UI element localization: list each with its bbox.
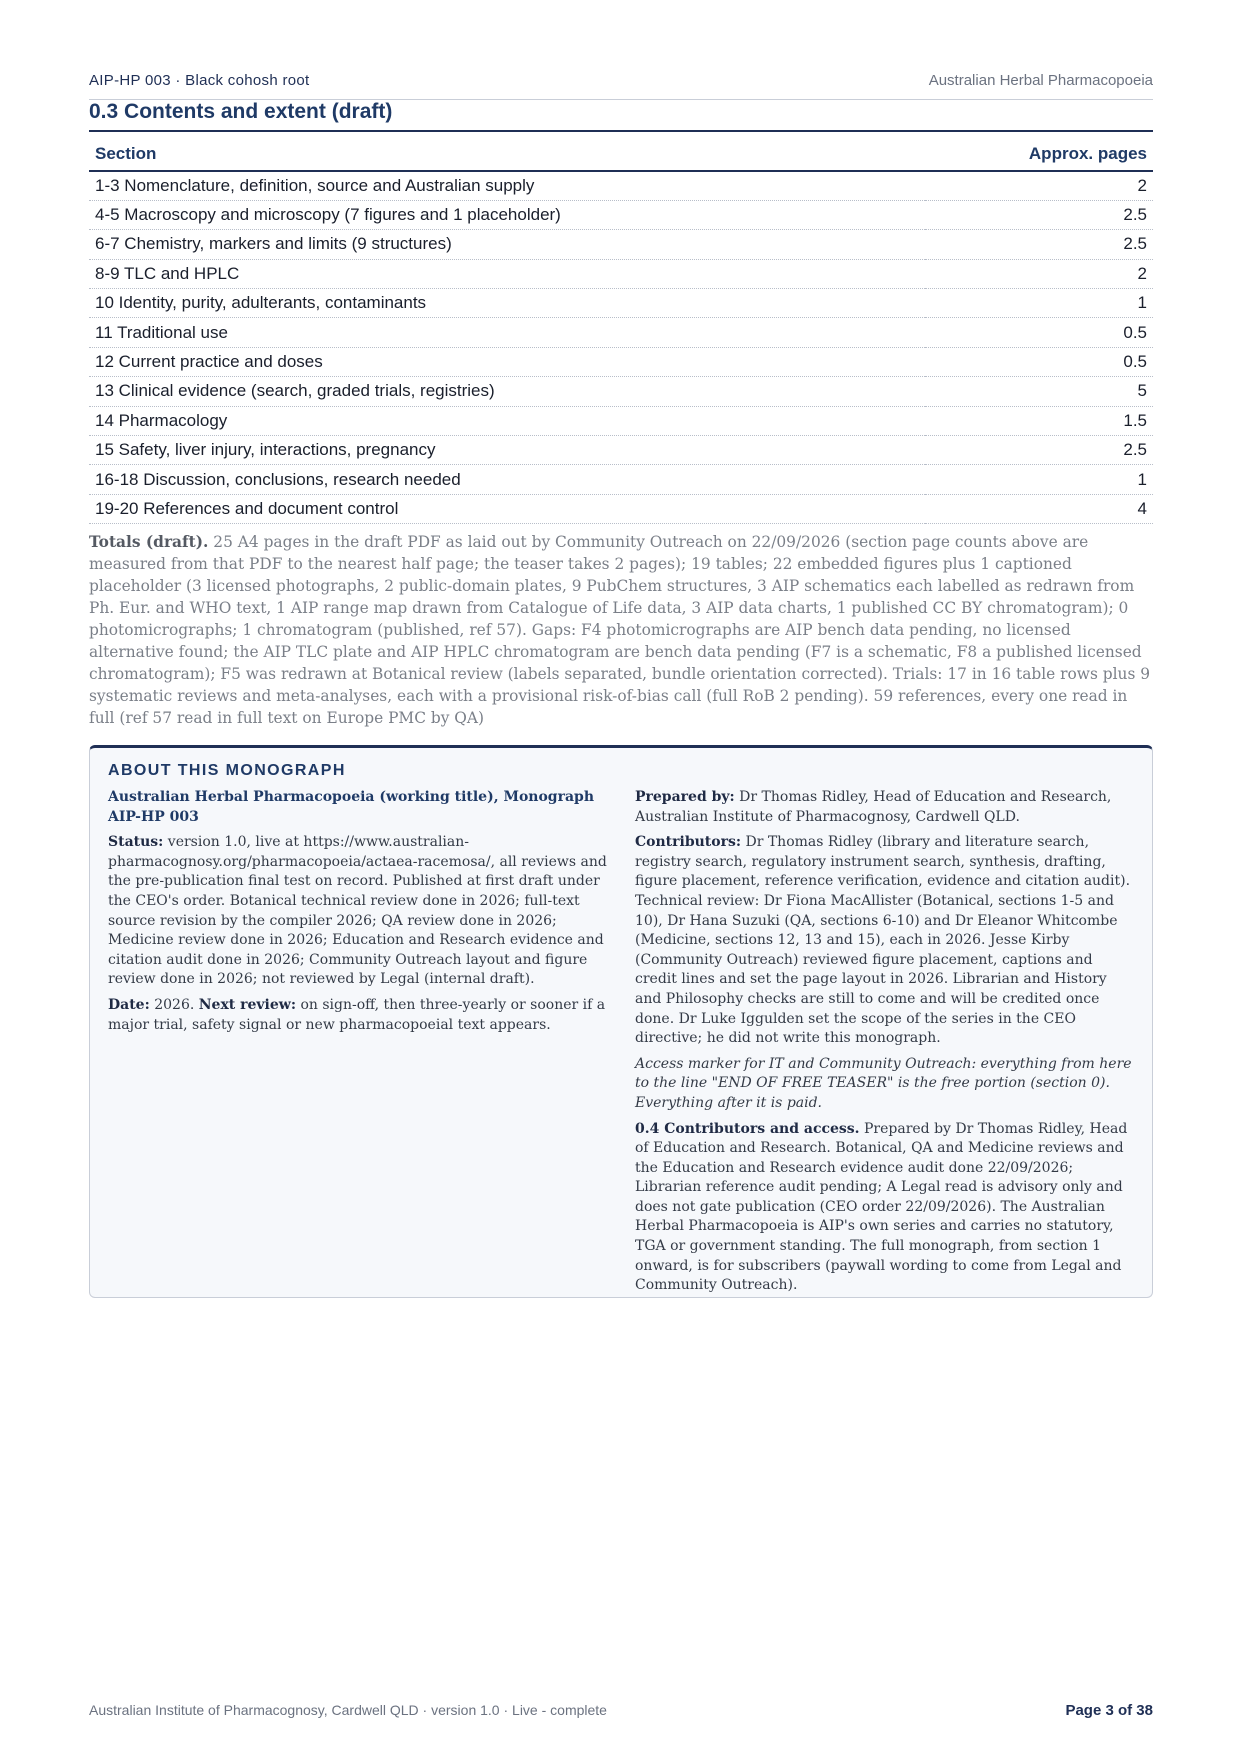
- prepared-text: Dr Thomas Ridley, Head of Education and Research, Australian Institute of Pharmacognosy, Cardwell QLD.: [635, 789, 1112, 825]
- about-left-column: [108, 788, 608, 1041]
- header-series-name: Australian Herbal Pharmacopoeia: [928, 72, 1153, 89]
- section-title: 0.3 Contents and extent (draft): [89, 100, 1153, 132]
- row-section: 13 Clinical evidence (search, graded trials, registries): [89, 377, 925, 406]
- row-section: 15 Safety, liver injury, interactions, pregnancy: [89, 436, 925, 465]
- row-section: 1-3 Nomenclature, definition, source and Australian supply: [89, 171, 925, 200]
- row-section: 11 Traditional use: [89, 318, 925, 347]
- about-monograph-box: [89, 745, 1153, 1298]
- contributors-paragraph: [635, 833, 1135, 1049]
- access-label: 0.4 Contributors and access.: [635, 1120, 860, 1137]
- column-header-pages: Approx. pages: [925, 140, 1153, 171]
- row-pages: 5: [925, 377, 1153, 406]
- date-label: Date:: [108, 996, 150, 1013]
- next-review-text: on sign-off, then three-yearly or sooner if a major trial, safety signal or new pharmacopoeial text appears.: [108, 996, 606, 1033]
- row-pages: 0.5: [925, 318, 1153, 347]
- prepared-paragraph: [635, 788, 1135, 827]
- status-text: version 1.0, live at https://www.australian-pharmacognosy.org/pharmacopoeia/actaea-racemosa/, all reviews and the pre-publication final test on record. Published at first draft under the CEO's order. Botanical technical review done in 2026; full-text source revision by the compiler 2026; QA review done in 2026; Medicine review done in 2026; Education and Research evidence and citation audit done in 2026; Community Outreach layout and figure review done in 2026; not reviewed by Legal (internal draft).: [108, 834, 607, 988]
- row-section: 4-5 Macroscopy and microscopy (7 figures and 1 placeholder): [89, 200, 925, 229]
- row-pages: 2: [925, 259, 1153, 288]
- table-row: [89, 436, 1153, 465]
- row-pages: 2.5: [925, 436, 1153, 465]
- row-pages: 4: [925, 494, 1153, 523]
- date-text: 2026.: [149, 996, 199, 1013]
- footer-institute: Australian Institute of Pharmacognosy, Cardwell QLD · version 1.0 · Live - complete: [89, 1702, 607, 1718]
- contributors-label: Contributors:: [635, 834, 742, 851]
- row-section: 10 Identity, purity, adulterants, contaminants: [89, 289, 925, 318]
- table-row: [89, 377, 1153, 406]
- table-row: [89, 230, 1153, 259]
- row-pages: 2: [925, 171, 1153, 200]
- status-label: Status:: [108, 834, 164, 851]
- row-section: 14 Pharmacology: [89, 406, 925, 435]
- date-paragraph: [108, 996, 608, 1035]
- about-heading: ABOUT THIS MONOGRAPH: [108, 762, 346, 779]
- status-paragraph: [108, 833, 608, 990]
- page-number: Page 3 of 38: [1065, 1702, 1153, 1719]
- monograph-title: Australian Herbal Pharmacopoeia (working title), Monograph AIP-HP 003: [108, 789, 595, 825]
- row-section: 16-18 Discussion, conclusions, research needed: [89, 465, 925, 494]
- contents-table: [89, 140, 1153, 524]
- totals-paragraph: [89, 531, 1155, 729]
- table-row: [89, 465, 1153, 494]
- table-row: [89, 171, 1153, 200]
- column-header-section: Section: [89, 140, 925, 171]
- row-pages: 2.5: [925, 230, 1153, 259]
- row-pages: 1: [925, 289, 1153, 318]
- access-text: Prepared by Dr Thomas Ridley, Head of Education and Research. Botanical, QA and Medicine reviews and the Education and Research evidence audit done 22/09/2026; Librarian reference audit pending; A Legal read is advisory only and does not gate publication (CEO order 22/09/2026). The Australian Herbal Pharmacopoeia is AIP's own series and carries no statutory, TGA or government standing. The full monograph, from section 1 onward, is for subscribers (paywall wording to come from Legal and Community Outreach).: [635, 1120, 1128, 1294]
- totals-text: 25 A4 pages in the draft PDF as laid out by Community Outreach on 22/09/2026 (section page counts above are measured from that PDF to the nearest half page; the teaser takes 2 pages); 19 tables; 22 embedded figures plus 1 captioned placeholder (3 licensed photographs, 2 public-domain plates, 9 PubChem structures, 3 AIP schematics each labelled as redrawn from Ph. Eur. and WHO text, 1 AIP range map drawn from Catalogue of Life data, 3 AIP data charts, 1 published CC BY chromatogram); 0 photomicrographs; 1 chromatogram (published, ref 57). Gaps: F4 photomicrographs are AIP bench data pending, no licensed alternative found; the AIP TLC plate and AIP HPLC chromatogram are bench data pending (F7 is a schematic, F8 a published licensed chromatogram); F5 was redrawn at Botanical review (labels separated, bundle orientation corrected). Trials: 17 in 16 table rows plus 9 systematic reviews and meta-analyses, each with a provisional risk-of-bias call (full RoB 2 pending). 59 references, every one read in full (ref 57 read in full text on Europe PMC by QA): [89, 533, 1151, 727]
- header-monograph-id: AIP-HP 003 · Black cohosh root: [89, 72, 310, 89]
- row-pages: 1: [925, 465, 1153, 494]
- row-section: 6-7 Chemistry, markers and limits (9 structures): [89, 230, 925, 259]
- prepared-label: Prepared by:: [635, 789, 735, 805]
- row-pages: 1.5: [925, 406, 1153, 435]
- running-footer: [89, 1702, 1153, 1722]
- table-row: [89, 289, 1153, 318]
- table-row: [89, 200, 1153, 229]
- table-row: [89, 494, 1153, 523]
- access-paragraph: [635, 1120, 1135, 1296]
- row-section: 12 Current practice and doses: [89, 347, 925, 376]
- row-section: 19-20 References and document control: [89, 494, 925, 523]
- table-row: [89, 259, 1153, 288]
- row-section: 8-9 TLC and HPLC: [89, 259, 925, 288]
- running-header: [89, 70, 1153, 100]
- row-pages: 2.5: [925, 200, 1153, 229]
- table-row: [89, 347, 1153, 376]
- table-header-row: [89, 140, 1153, 171]
- next-review-label: Next review:: [198, 996, 297, 1013]
- row-pages: 0.5: [925, 347, 1153, 376]
- contributors-text: Dr Thomas Ridley (library and literature search, registry search, regulatory instrument search, synthesis, drafting, figure placement, reference verification, evidence and citation audit). Technical review: Dr Fiona MacAllister (Botanical, sections 1-5 and 10), Dr Hana Suzuki (QA, sections 6-10) and Dr Eleanor Whitcombe (Medicine, sections 12, 13 and 15), each in 2026. Jesse Kirby (Community Outreach) reviewed figure placement, captions and credit lines and set the page layout in 2026. Librarian and History and Philosophy checks are still to come and will be credited once done. Dr Luke Iggulden set the scope of the series in the CEO directive; he did not write this monograph.: [635, 834, 1131, 1047]
- about-right-column: [635, 788, 1135, 1302]
- table-row: [89, 406, 1153, 435]
- totals-label: Totals (draft).: [89, 533, 209, 551]
- access-marker: Access marker for IT and Community Outreach: everything from here to the line "END OF FREE TEASER" is the free portion (section 0). Everything after it is paid.: [635, 1055, 1132, 1111]
- table-row: [89, 318, 1153, 347]
